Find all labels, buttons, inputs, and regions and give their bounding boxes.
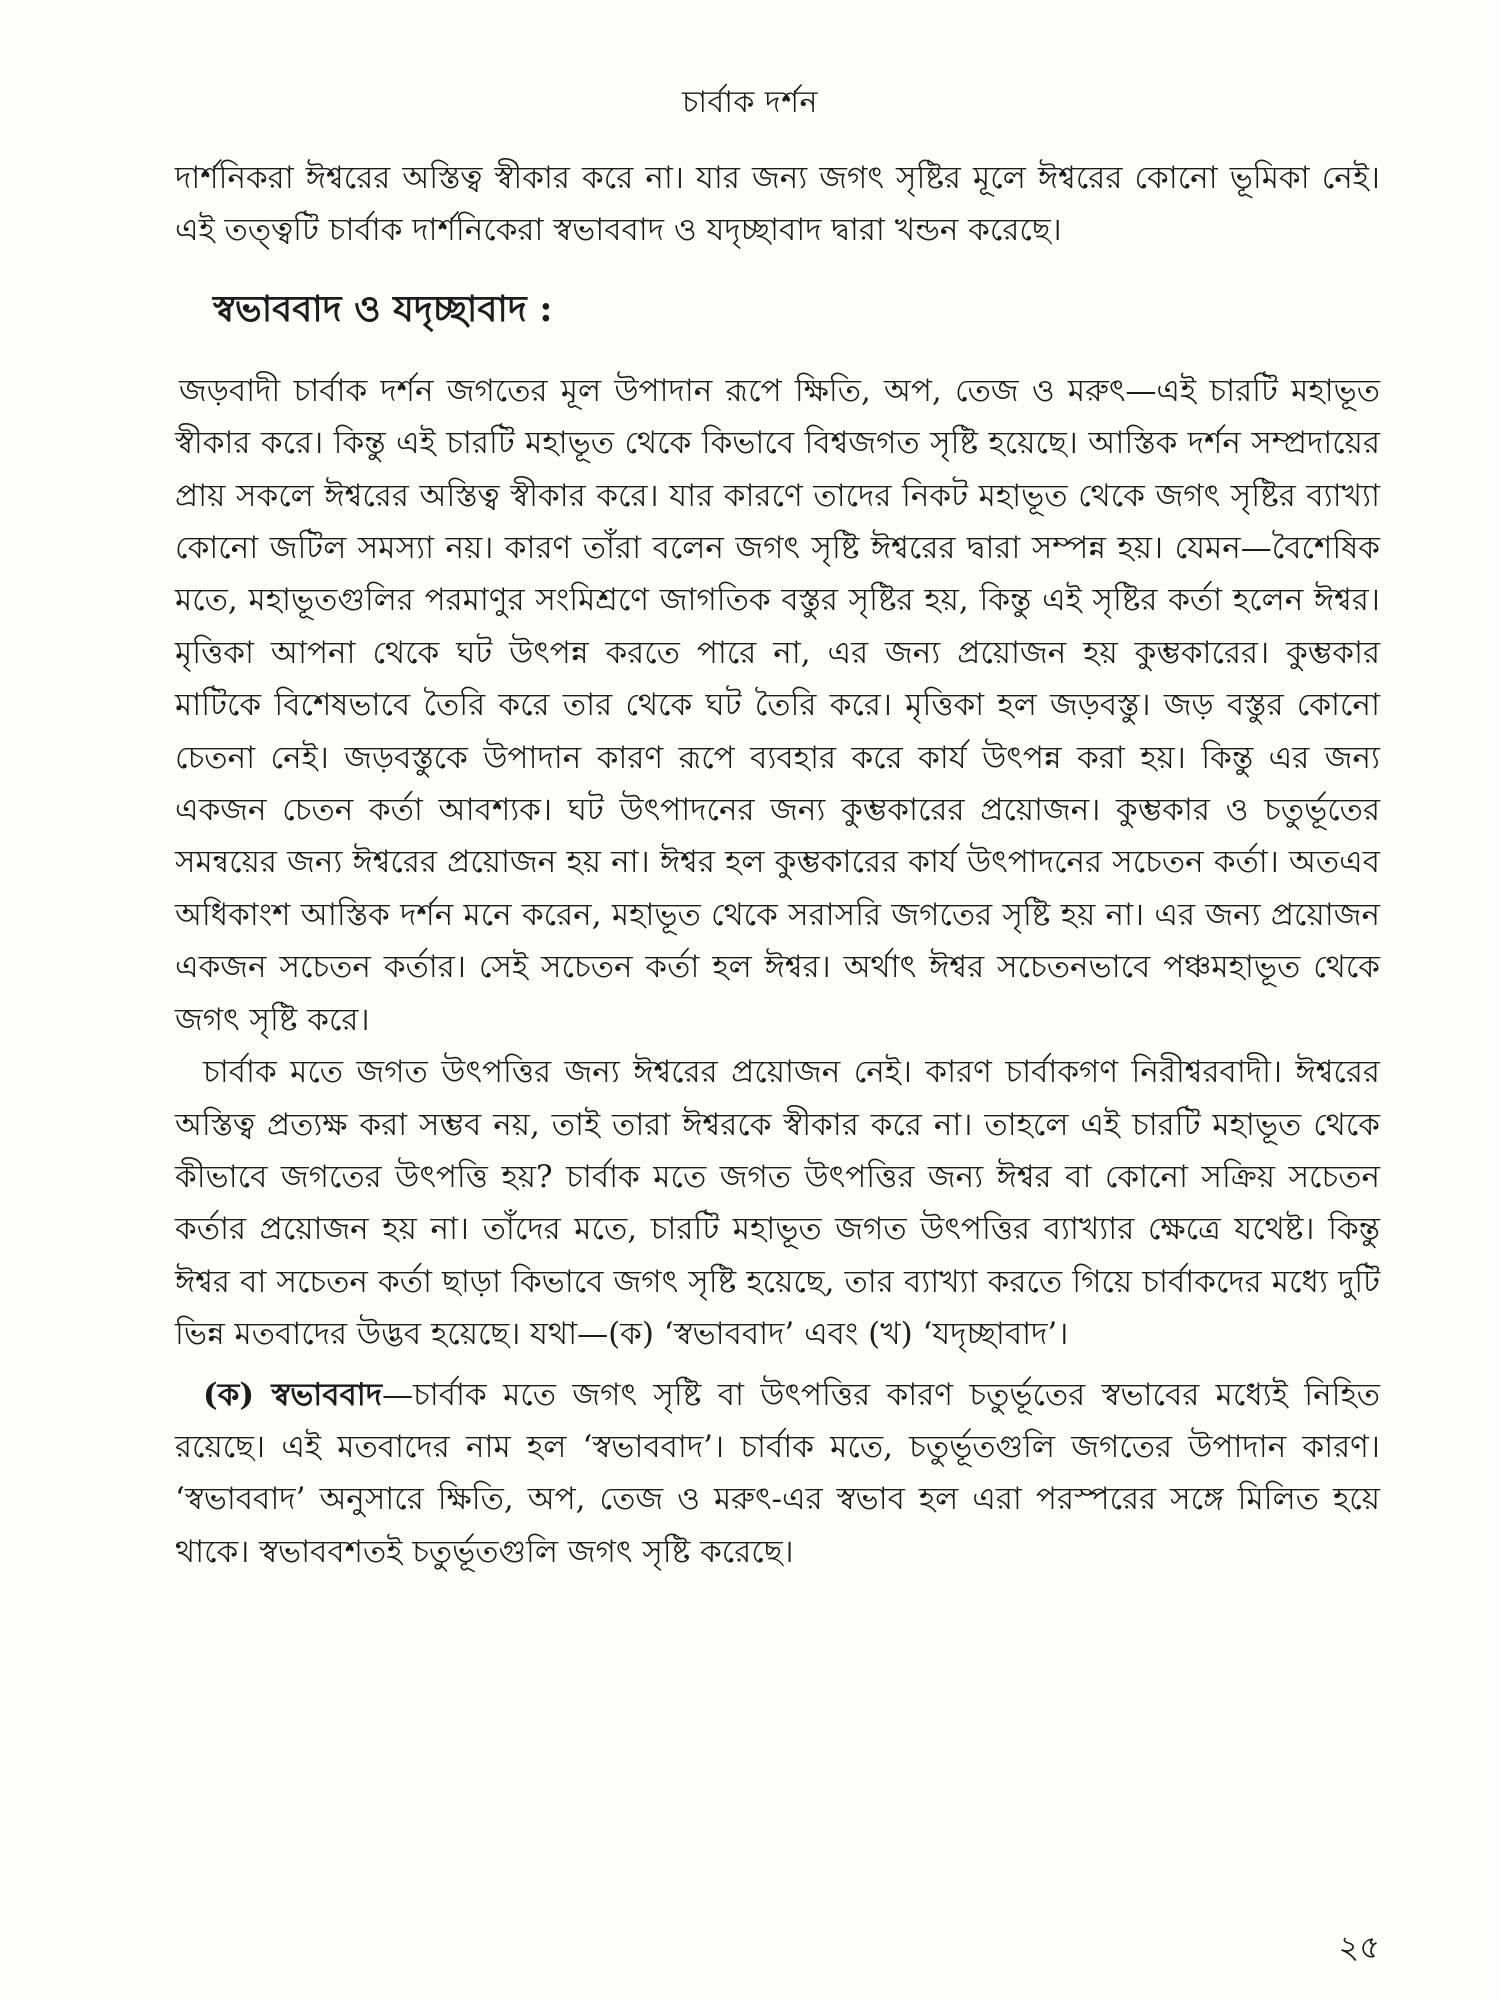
body-paragraph-2: চার্বাক মতে জগত উৎপত্তির জন্য ঈশ্বরের প্রয়োজন নেই। কারণ চার্বাকগণ নিরীশ্বরবাদী। ঈশ্বরের অস্তিত্ব প্রত্যক্ষ করা সম্ভব নয়, তাই তারা ঈশ্বরকে স্বীকার করে না। তাহলে এই চারটি মহাভূত থেকে কীভাবে জগতের উৎপত্তি হয়? চার্বাক মতে জগত উৎপত্তির জন্য ঈশ্বর বা কোনো সক্রিয় সচেতন কর্তার প্রয়োজন হয় না। তাঁদের মতে, চারটি মহাভূত জগত উৎপত্তির ব্যাখ্যার ক্ষেত্রে যথেষ্ট। কিন্তু ঈশ্বর বা সচেতন কর্তা ছাড়া কিভাবে জগৎ সৃষ্টি হয়েছে, তার ব্যাখ্যা করতে গিয়ে চার্বাকদের মধ্যে দুটি ভিন্ন মতবাদের উদ্ভব হয়েছে। যথা—(ক) ‘স্বভাববাদ’ এবং (খ) ‘যদৃচ্ছাবাদ’। xyxy=(175,1054,1380,1353)
intro-paragraph: দার্শনিকরা ঈশ্বরের অস্তিত্ব স্বীকার করে না। যার জন্য জগৎ সৃষ্টির মূলে ঈশ্বরের কোনো ভূমিকা নেই। এই তত্ত্বটি চার্বাক দার্শনিকেরা স্বভাববাদ ও যদৃচ্ছাবাদ দ্বারা খন্ডন করেছে। xyxy=(175,160,1380,249)
running-title: চার্বাক দর্শন xyxy=(682,85,818,120)
page-body xyxy=(175,152,1380,1578)
section-heading: স্বভাববাদ ও যদৃচ্ছাবাদ : xyxy=(213,287,553,330)
subsection-paragraph xyxy=(175,1369,1380,1579)
body-paragraph-1: জড়বাদী চার্বাক দর্শন জগতের মূল উপাদান রূপে ক্ষিতি, অপ, তেজ ও মরুৎ—এই চারটি মহাভূত স্বীকার করে। কিন্তু এই চারটি মহাভূত থেকে কিভাবে বিশ্বজগত সৃষ্টি হয়েছে। আস্তিক দর্শন সম্প্রদায়ের প্রায় সকলে ঈশ্বরের অস্তিত্ব স্বীকার করে। যার কারণে তাদের নিকট মহাভূত থেকে জগৎ সৃষ্টির ব্যাখ্যা কোনো জটিল সমস্যা নয়। কারণ তাঁরা বলেন জগৎ সৃষ্টি ঈশ্বরের দ্বারা সম্পন্ন হয়। যেমন—বৈশেষিক মতে, মহাভূতগুলির পরমাণুর সংমিশ্রণে জাগতিক বস্তুর সৃষ্টির হয়, কিন্তু এই সৃষ্টির কর্তা হলেন ঈশ্বর। মৃত্তিকা আপনা থেকে ঘট উৎপন্ন করতে পারে না, এর জন্য প্রয়োজন হয় কুম্ভকারের। কুম্ভকার মাটিকে বিশেষভাবে তৈরি করে তার থেকে ঘট তৈরি করে। মৃত্তিকা হল জড়বস্তু। জড় বস্তুর কোনো চেতনা নেই। জড়বস্তুকে উপাদান কারণ রূপে ব্যবহার করে কার্য উৎপন্ন করা হয়। কিন্তু এর জন্য একজন চেতন কর্তা আবশ্যক। ঘট উৎপাদনের জন্য কুম্ভকারের প্রয়োজন। কুম্ভকার ও চতুর্ভূতের সমন্বয়ের জন্য ঈশ্বরের প্রয়োজন হয় না। ঈশ্বর হল কুম্ভকারের কার্য উৎপাদনের সচেতন কর্তা। অতএব অধিকাংশ আস্তিক দর্শন মনে করেন, মহাভূত থেকে সরাসরি জগতের সৃষ্টি হয় না। এর জন্য প্রয়োজন একজন সচেতন কর্তার। সেই সচেতন কর্তা হল ঈশ্বর। অর্থাৎ ঈশ্বর সচেতনভাবে পঞ্চমহাভূত থেকে জগৎ সৃষ্টি করে। xyxy=(175,372,1380,1038)
subsection-term: (ক) স্বভাববাদ xyxy=(203,1376,383,1413)
subsection-text: —চার্বাক মতে জগৎ সৃষ্টি বা উৎপত্তির কারণ চতুর্ভূতের স্বভাবের মধ্যেই নিহিত রয়েছে। এই মতবাদের নাম হল ‘স্বভাববাদ’। চার্বাক মতে, চতুর্ভূতগুলি জগতের উপাদান কারণ। ‘স্বভাববাদ’ অনুসারে ক্ষিতি, অপ, তেজ ও মরুৎ-এর স্বভাব হল এরা পরস্পরের সঙ্গে মিলিত হয়ে থাকে। স্বভাববশতই চতুর্ভূতগুলি জগৎ সৃষ্টি করেছে। xyxy=(175,1376,1380,1570)
page-number: ২৫ xyxy=(1338,1928,1380,1966)
